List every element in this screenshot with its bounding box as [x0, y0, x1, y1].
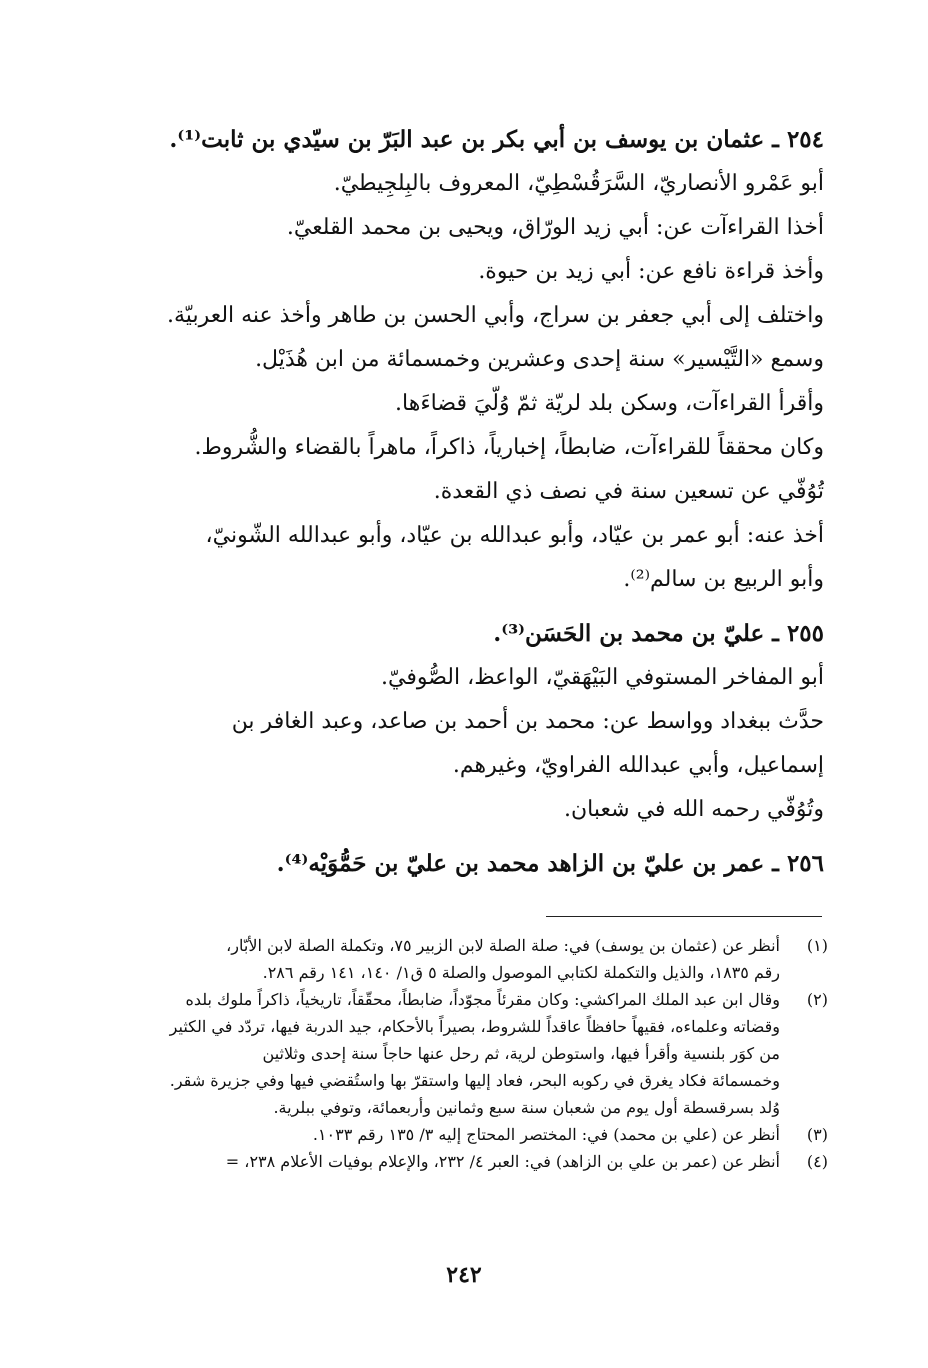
footnote-body — [96, 932, 780, 986]
entry-line: وسمع «التَّيْسير» سنة إحدى وعشرين وخمسمائة من ابن هُذَيْل. — [255, 347, 824, 372]
entry-line: حدَّث ببغداد وواسط عن: محمد بن أحمد بن صاعد، وعبد الغافر بن — [231, 709, 824, 734]
entry-line: أبو عَمْرو الأنصاريّ، السَّرَقُسْطِيّ، المعروف بالبِلجِيطيّ. — [333, 171, 824, 196]
entry-line: وأبو الربيع بن سالم⁽²⁾. — [623, 567, 824, 592]
footnote-4 — [96, 1148, 828, 1175]
entry-line: وأقرأ القراءآت، وسكن بلد لريّة ثمّ وُلّيَ قضاءَها. — [395, 391, 824, 416]
entry-line: وكان محققاً للقراءآت، ضابطاً، إخبارياً، ذاكراً، ماهراً بالقضاء والشُّروط. — [194, 435, 824, 460]
footnote-3 — [96, 1121, 828, 1148]
footnotes — [96, 932, 828, 1175]
entry-line: أبو المفاخر المستوفي البَيْهَقيّ، الواعظ، الصُّوفيّ. — [381, 665, 824, 690]
footnote-number: (١) — [806, 936, 828, 955]
entry-heading: ٢٥٥ ـ عليّ بن محمد بن الحَسَن⁽³⁾. — [493, 620, 824, 647]
entry-line: واختلف إلى أبي جعفر بن سراج، وأبي الحسن بن طاهر وأخذ عنه العربيّة. — [167, 303, 824, 328]
entry-line: أخذ عنه: أبو عمر بن عيّاد، وأبو عبدالله بن عيّاد، وأبو عبدالله الشّونيّ، — [205, 523, 824, 548]
footnote-body — [96, 1148, 780, 1175]
footnote-line: من كوَر بلنسية وأقرأ فيها، واستوطن لرية، ثم رحل عنها حاجاً سنة إحدى وثلاثين — [262, 1044, 780, 1063]
footnote-body — [96, 1121, 780, 1148]
footnote-line: أنظر عن (عمر بن علي بن الزاهد) في: العبر ٤/ ٢٣٢، والإعلام بوفيات الأعلام ٢٣٨، = — [225, 1152, 780, 1171]
main-text — [98, 118, 824, 886]
entry-heading: ٢٥٤ ـ عثمان بن يوسف بن أبي بكر بن عبد البَرّ بن سيّدي بن ثابت⁽¹⁾. — [169, 126, 824, 153]
footnote-number: (٤) — [806, 1152, 828, 1171]
footnote-line: أنظر عن (علي بن محمد) في: المختصر المحتاج إليه ٣/ ١٣٥ رقم ١٠٣٣. — [312, 1125, 780, 1144]
footnote-2 — [96, 986, 828, 1121]
entry-line: وأخذ قراءة نافع عن: أبي زيد بن حيوة. — [478, 259, 824, 284]
footnote-1 — [96, 932, 828, 986]
footnote-line: وقال ابن عبد الملك المراكشي: وكان مقرئاً مجوّداً، ضابطاً، محقّقاً، تاريخياً، ذاكراً ملوك بلده — [185, 990, 780, 1009]
entry-line: تُوُفّي عن تسعين سنة في نصف ذي القعدة. — [433, 479, 824, 504]
footnote-number: (٢) — [806, 990, 828, 1009]
footnote-separator — [546, 916, 822, 917]
footnote-line: وُلد بسرقسطة أول يوم من شعبان سنة سبع وثمانين وأربعمائة، وتوفي ببلرية. — [273, 1098, 780, 1117]
footnote-line: وخمسمائة فكاد يغرق في ركوبه البحر، فعاد إليها واستقرّ بها واستُقضي فيها وفي جزيرة شقر. — [169, 1071, 780, 1090]
footnote-line: رقم ١٨٣٥، والذيل والتكملة لكتابي الموصول والصلة ٥ ق١/ ١٤٠، ١٤١ رقم ٢٨٦. — [262, 963, 780, 982]
footnote-number: (٣) — [806, 1125, 828, 1144]
footnote-line: أنظر عن (عثمان بن يوسف) في: صلة الصلة لابن الزبير ٧٥، وتكملة الصلة لابن الأبّار، — [226, 936, 780, 955]
footnote-body — [96, 986, 780, 1121]
entry-line: وتُوُفّي رحمه الله في شعبان. — [564, 797, 824, 822]
spacer — [98, 832, 824, 842]
entry-line: أخذا القراءآت عن: أبي زيد الورّاق، ويحيى بن محمد القلعيّ. — [286, 215, 824, 240]
spacer — [98, 602, 824, 612]
entry-heading: ٢٥٦ ـ عمر بن عليّ بن الزاهد محمد بن عليّ بن حَمُّوَيْه⁽⁴⁾. — [276, 850, 824, 877]
entry-line: إسماعيل، وأبي عبدالله الفراويّ، وغيرهم. — [452, 753, 824, 778]
page-number: ٢٤٢ — [446, 1262, 482, 1288]
footnote-line: وقضاته وعلماءه، فقيهاً حافظاً عاقداً للشروط، بصيراً بالأحكام، جيد الدربة فيها، تردّد في الكثير — [169, 1017, 780, 1036]
